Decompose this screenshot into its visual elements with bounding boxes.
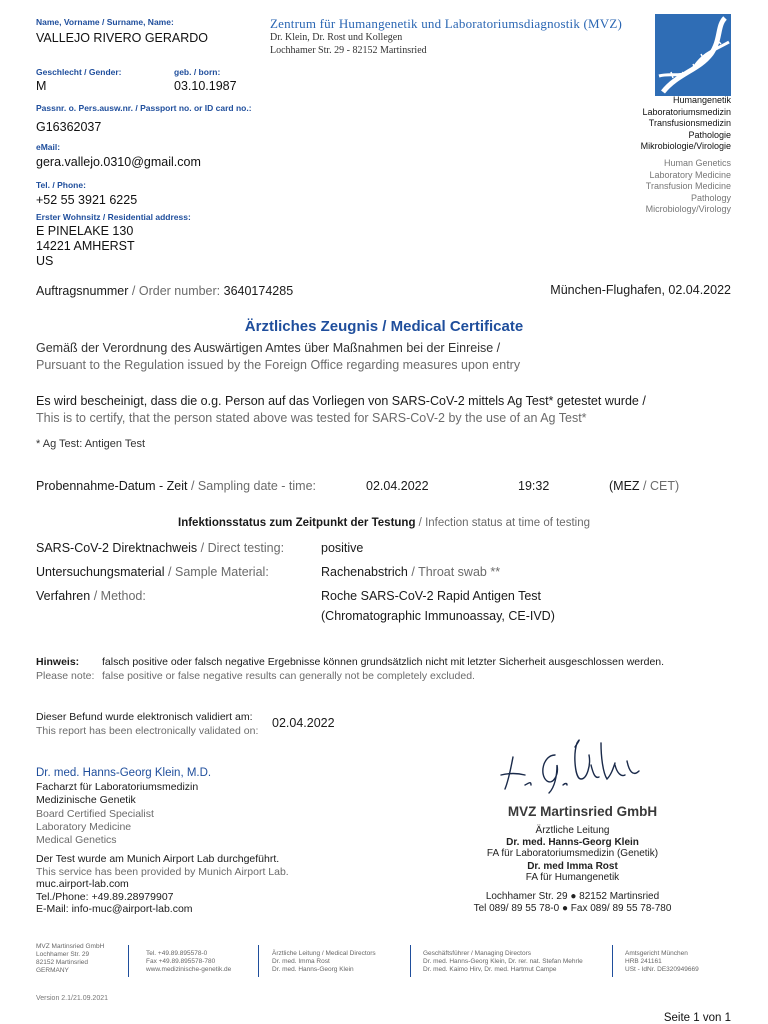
- order-number: 3640174285: [223, 284, 294, 298]
- footer-medical-directors: [272, 950, 376, 974]
- airport-lab-email: E-Mail: info-muc@airport-lab.com: [36, 903, 193, 915]
- stamp-role: Ärztliche Leitung: [535, 825, 610, 836]
- note-label-de: Hinweis:: [36, 656, 80, 668]
- sample-material-label: Untersuchungsmaterial / Sample Material:: [36, 565, 269, 579]
- footer-contact: [146, 950, 231, 974]
- stamp-doctor-2-specialty: FA für Humangenetik: [525, 872, 620, 883]
- footer-text: Dr. med. Hanns-Georg Klein: [272, 966, 354, 973]
- handwritten-signature: [495, 735, 645, 795]
- method-value-1: Roche SARS-CoV-2 Rapid Antigen Test: [321, 589, 542, 603]
- footer-text: Dr. med. Imma Rost: [272, 958, 330, 965]
- airport-lab-en: This service has been provided by Munich Airport Lab.: [36, 866, 289, 878]
- stamp-company: MVZ Martinsried GmbH: [507, 804, 658, 819]
- validation-label-en: This report has been electronically validated on:: [36, 725, 259, 737]
- lab-address: Lochhamer Str. 29 - 82152 Martinsried: [270, 45, 427, 56]
- name-label: Name, Vorname / Surname, Name:: [36, 17, 174, 27]
- direct-testing-label: SARS-CoV-2 Direktnachweis / Direct testing:: [36, 541, 285, 555]
- born-value: 03.10.1987: [174, 79, 237, 93]
- stamp-fax: Fax 089/ 89 55 78-780: [570, 903, 672, 914]
- specialty-de: Transfusionsmedizin: [648, 118, 731, 128]
- airport-lab-de: Der Test wurde am Munich Airport Lab durchgeführt.: [36, 853, 280, 865]
- signatory-qualifications-en: [36, 808, 154, 847]
- address-line-3: US: [36, 254, 54, 268]
- signatory-name: Dr. med. Hanns-Georg Klein, M.D.: [36, 767, 212, 779]
- certificate-title: Ärztliches Zeugnis / Medical Certificate: [244, 318, 524, 335]
- born-label: geb. / born:: [174, 67, 221, 77]
- footer-divider: [258, 945, 259, 977]
- airport-lab-phone: Tel./Phone: +49.89.28979907: [36, 890, 174, 903]
- footer-text: Geschäftsführer / Managing Directors: [423, 950, 532, 957]
- method-label: Verfahren / Method:: [36, 589, 146, 603]
- note-label-en: Please note:: [36, 670, 95, 682]
- address-line-2: 14221 AMHERST: [36, 239, 135, 253]
- method-de: Verfahren: [36, 589, 91, 603]
- sampling-date: 02.04.2022: [366, 479, 429, 493]
- footer-text: 82152 Martinsried: [36, 959, 89, 966]
- gender-label: Geschlecht / Gender:: [36, 67, 122, 77]
- stamp-tel: Tel 089/ 89 55 78-0: [473, 903, 560, 914]
- sample-material-en: Sample Material:: [175, 565, 269, 579]
- gender-value: M: [36, 79, 47, 93]
- sampling-time: 19:32: [518, 479, 550, 493]
- footer-divider: [612, 945, 613, 977]
- footer-text: Fax +49.89.895578-780: [146, 958, 216, 965]
- footer-register: [625, 950, 699, 974]
- sampling-label: Probennahme-Datum - Zeit / Sampling date - time:: [36, 479, 317, 493]
- version-label: Version 2.1/21.09.2021: [36, 995, 109, 1002]
- place-date: München-Flughafen, 02.04.2022: [550, 283, 731, 297]
- footer-company: [36, 943, 104, 975]
- specialty-en: Pathology: [690, 192, 731, 203]
- specialty-en: Human Genetics: [663, 158, 731, 168]
- validation-date: 02.04.2022: [272, 716, 335, 730]
- airport-lab-contact: [36, 878, 193, 916]
- patient-name: VALLEJO RIVERO GERARDO: [36, 31, 209, 45]
- stamp-contact: [440, 891, 705, 915]
- sampling-timezone: (MEZ / CET): [609, 479, 680, 493]
- footer-text: HRB 241161: [625, 958, 662, 965]
- footer-text: Dr. med. Kaimo Hirv, Dr. med. Hartmut Campe: [423, 966, 557, 973]
- email-label: eMail:: [36, 142, 61, 152]
- footer-text: Ärztliche Leitung / Medical Directors: [272, 950, 376, 957]
- passport-value: G16362037: [36, 120, 102, 134]
- stamp-city: 82152 Martinsried: [579, 891, 660, 902]
- method-en: Method:: [100, 589, 146, 603]
- footer-divider: [410, 945, 411, 977]
- footer-text: MVZ Martinsried GmbH: [36, 943, 105, 950]
- stamp-doctor-2: Dr. med Imma Rost: [527, 860, 618, 872]
- footer-divider: [128, 945, 129, 977]
- signatory-qualifications-de: [36, 781, 198, 807]
- stamp-street: Lochhamer Str. 29: [485, 891, 568, 902]
- antigen-footnote: * Ag Test: Antigen Test: [36, 438, 146, 450]
- note-text-en: false positive or false negative results can generally not be completely excluded.: [102, 670, 475, 682]
- direct-testing-de: SARS-CoV-2 Direktnachweis: [36, 541, 198, 555]
- qualification-de: Medizinische Genetik: [36, 794, 136, 806]
- footer-text: GERMANY: [36, 967, 69, 974]
- validation-label-de: Dieser Befund wurde elektronisch validiert am:: [36, 711, 253, 723]
- stamp-block: [440, 825, 705, 884]
- sample-material-value-de: Rachenabstrich: [321, 565, 408, 579]
- sampling-label-de: Probennahme-Datum - Zeit: [36, 479, 188, 493]
- airport-lab-web: muc.airport-lab.com: [36, 878, 129, 890]
- specialty-de: Laboratoriumsmedizin: [642, 106, 731, 117]
- qualification-en: Laboratory Medicine: [36, 821, 132, 833]
- qualification-de: Facharzt für Laboratoriumsmedizin: [36, 781, 199, 793]
- footer-text: Tel. +49.89.895578-0: [146, 950, 208, 957]
- timezone-de: (MEZ: [609, 479, 640, 493]
- phone-label: Tel. / Phone:: [36, 180, 86, 190]
- specialty-de: Mikrobiologie/Virologie: [640, 141, 731, 151]
- specialty-de: Pathologie: [688, 129, 731, 140]
- footer-text: Amtsgericht München: [625, 950, 688, 957]
- infection-heading: Infektionsstatus zum Zeitpunkt der Testung / Infection status at time of testing: [178, 517, 590, 529]
- dna-logo-icon: [655, 14, 731, 96]
- lab-specialties-en: [560, 158, 731, 216]
- bullet-icon: ●: [570, 891, 577, 902]
- address-line-1: E PINELAKE 130: [36, 224, 134, 238]
- address-label: Erster Wohnsitz / Residential address:: [36, 212, 191, 222]
- direct-testing-en: Direct testing:: [207, 541, 285, 555]
- certify-en: This is to certify, that the person stated above was tested for SARS-CoV-2 by the use of an Ag Test*: [36, 411, 587, 425]
- regulation-en: Pursuant to the Regulation issued by the Foreign Office regarding measures upon entry: [36, 358, 521, 372]
- order-label-de: Auftragsnummer: [36, 284, 129, 298]
- phone-value: +52 55 3921 6225: [36, 193, 138, 207]
- sampling-label-en: Sampling date - time:: [197, 479, 317, 493]
- specialty-en: Transfusion Medicine: [645, 181, 731, 191]
- footer-text: Lochhamer Str. 29: [36, 951, 90, 958]
- email-value: gera.vallejo.0310@gmail.com: [36, 155, 201, 169]
- footer-managing-directors: [423, 950, 583, 974]
- footer-text: USt - IdNr. DE320949669: [625, 966, 699, 973]
- stamp-doctor-1: Dr. med. Hanns-Georg Klein: [506, 836, 639, 848]
- order-label-en: Order number:: [138, 284, 221, 298]
- specialty-de: Humangenetik: [672, 95, 731, 105]
- order-number-line: Auftragsnummer / Order number: 3640174285: [36, 284, 294, 298]
- specialty-en: Microbiology/Virology: [645, 204, 731, 214]
- infection-heading-en: Infection status at time of testing: [425, 517, 590, 529]
- infection-heading-de: Infektionsstatus zum Zeitpunkt der Testung: [178, 517, 416, 529]
- sample-material-value-en: Throat swab **: [418, 565, 501, 579]
- bullet-icon: ●: [561, 903, 569, 914]
- passport-label: Passnr. o. Pers.ausw.nr. / Passport no. or ID card no.:: [36, 103, 252, 113]
- lab-doctors: Dr. Klein, Dr. Rost und Kollegen: [270, 32, 403, 43]
- method-value-2: (Chromatographic Immunoassay, CE-IVD): [321, 609, 555, 623]
- footer-text: Dr. med. Hanns-Georg Klein, Dr. rer. nat. Stefan Mehrle: [423, 958, 583, 965]
- page-number: Seite 1 von 1: [663, 1012, 731, 1024]
- lab-title: Zentrum für Humangenetik und Laboratoriumsdiagnostik (MVZ): [270, 16, 623, 31]
- lab-specialties-de: [560, 95, 731, 153]
- qualification-en: Board Certified Specialist: [36, 808, 154, 820]
- note-text-de: falsch positive oder falsch negative Ergebnisse können grundsätzlich nicht mit letzter Sicherheit ausgeschlossen werden.: [102, 656, 665, 668]
- specialty-en: Laboratory Medicine: [649, 169, 731, 180]
- sample-material-value: Rachenabstrich / Throat swab **: [321, 565, 501, 579]
- direct-testing-result: positive: [321, 541, 364, 555]
- regulation-de: Gemäß der Verordnung des Auswärtigen Amtes über Maßnahmen bei der Einreise /: [36, 341, 501, 355]
- certify-de: Es wird bescheinigt, dass die o.g. Person auf das Vorliegen von SARS-CoV-2 mittels Ag Test* getestet wurde /: [36, 394, 646, 408]
- qualification-en: Medical Genetics: [36, 834, 117, 846]
- timezone-en: CET): [650, 479, 680, 493]
- footer-text: www.medizinische-genetik.de: [146, 966, 232, 973]
- sample-material-de: Untersuchungsmaterial: [36, 565, 165, 579]
- stamp-doctor-1-specialty: FA für Laboratoriumsmedizin (Genetik): [486, 848, 659, 859]
